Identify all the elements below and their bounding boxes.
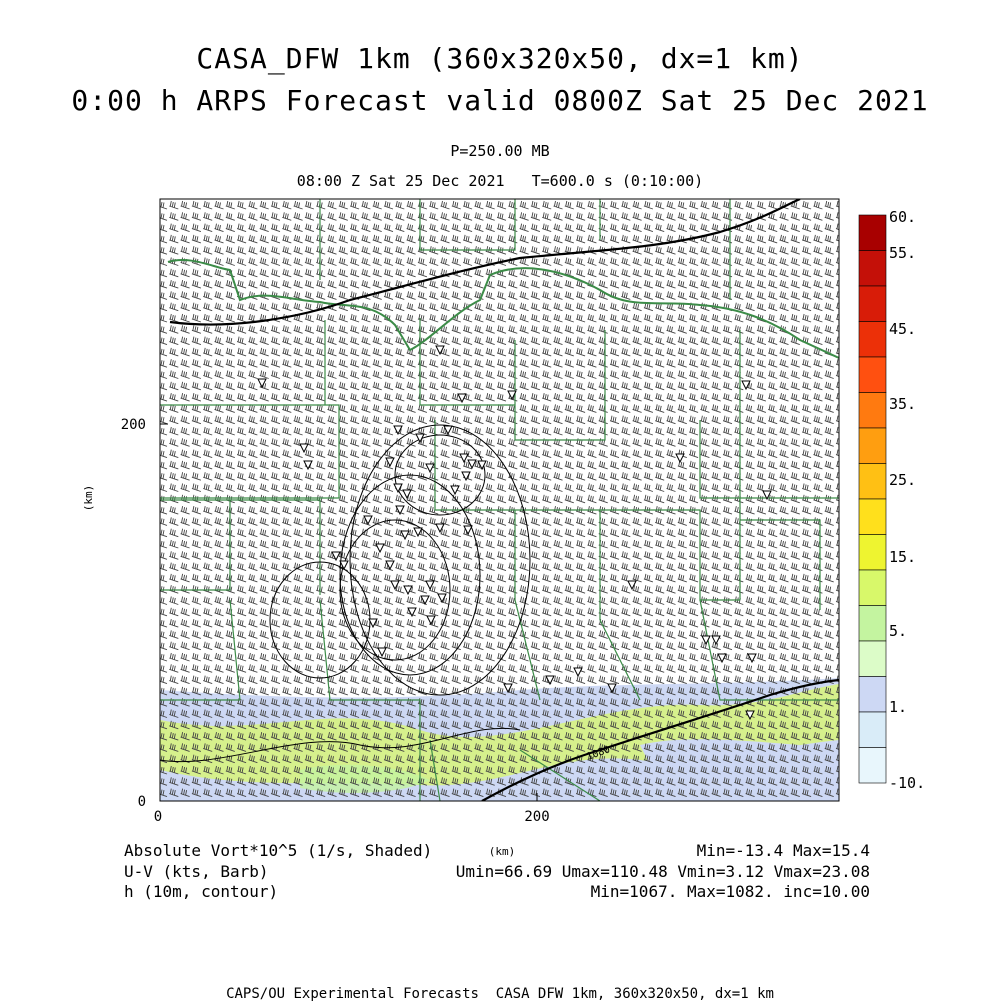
color-scale-label: 45. — [889, 320, 917, 338]
color-scale-swatch — [859, 322, 886, 358]
map-title-line-2: 0:00 h ARPS Forecast valid 0800Z Sat 25 Dec 2021 — [71, 84, 929, 117]
color-scale-label: 25. — [889, 471, 917, 489]
color-scale-labels — [889, 208, 925, 792]
map-title-line-1: CASA_DFW 1km (360x320x50, dx=1 km) — [196, 42, 804, 75]
x-tick-label-200: 200 — [524, 809, 550, 825]
legend-field-wind: U-V (kts, Barb) — [124, 862, 269, 881]
legend-stats-height: Min=1067. Max=1082. inc=10.00 — [590, 882, 870, 901]
color-scale-swatch — [859, 712, 886, 748]
y-tick-label-200: 200 — [120, 417, 146, 433]
x-axis-unit: (km) — [488, 845, 516, 858]
color-scale-label: 5. — [889, 622, 908, 640]
color-scale-label: 1. — [889, 698, 908, 716]
color-scale-swatch — [859, 606, 886, 642]
color-scale-swatch — [859, 286, 886, 322]
color-scale-bar — [859, 215, 886, 783]
valid-time-label: 08:00 Z Sat 25 Dec 2021 T=600.0 s (0:10:00) — [296, 172, 704, 190]
y-axis-unit: (km) — [82, 484, 95, 512]
legend-stats-vorticity: Min=-13.4 Max=15.4 — [696, 841, 870, 860]
color-scale-label: 60. — [889, 208, 917, 226]
color-scale-swatch — [859, 677, 886, 713]
color-scale-swatch — [859, 748, 886, 784]
color-scale-swatch — [859, 499, 886, 535]
color-scale-swatch — [859, 464, 886, 500]
color-scale-label: 15. — [889, 548, 917, 566]
color-scale-label: -10. — [889, 774, 926, 792]
color-scale-swatch — [859, 251, 886, 287]
contour-value-label: 1080 — [585, 744, 612, 763]
color-scale-swatch — [859, 428, 886, 464]
color-scale-swatch — [859, 570, 886, 606]
color-scale-swatch — [859, 393, 886, 429]
color-scale-swatch — [859, 357, 886, 393]
y-tick-label-0: 0 — [137, 794, 146, 810]
color-scale-label: 35. — [889, 395, 917, 413]
color-scale-label: 55. — [889, 244, 917, 262]
credit-line: CAPS/OU Experimental Forecasts CASA DFW 1km, 360x320x50, dx=1 km — [226, 986, 774, 1002]
color-scale-swatch — [859, 535, 886, 571]
color-scale-swatch — [859, 641, 886, 677]
x-tick-label-0: 0 — [153, 809, 163, 825]
legend-field-vorticity: Absolute Vort*10^5 (1/s, Shaded) — [124, 841, 433, 860]
legend-field-height: h (10m, contour) — [124, 882, 279, 901]
legend-stats-wind: Umin=66.69 Umax=110.48 Vmin=3.12 Vmax=23.08 — [455, 862, 870, 881]
color-scale-swatch — [859, 215, 886, 251]
pressure-level-label: P=250.00 MB — [450, 142, 550, 160]
